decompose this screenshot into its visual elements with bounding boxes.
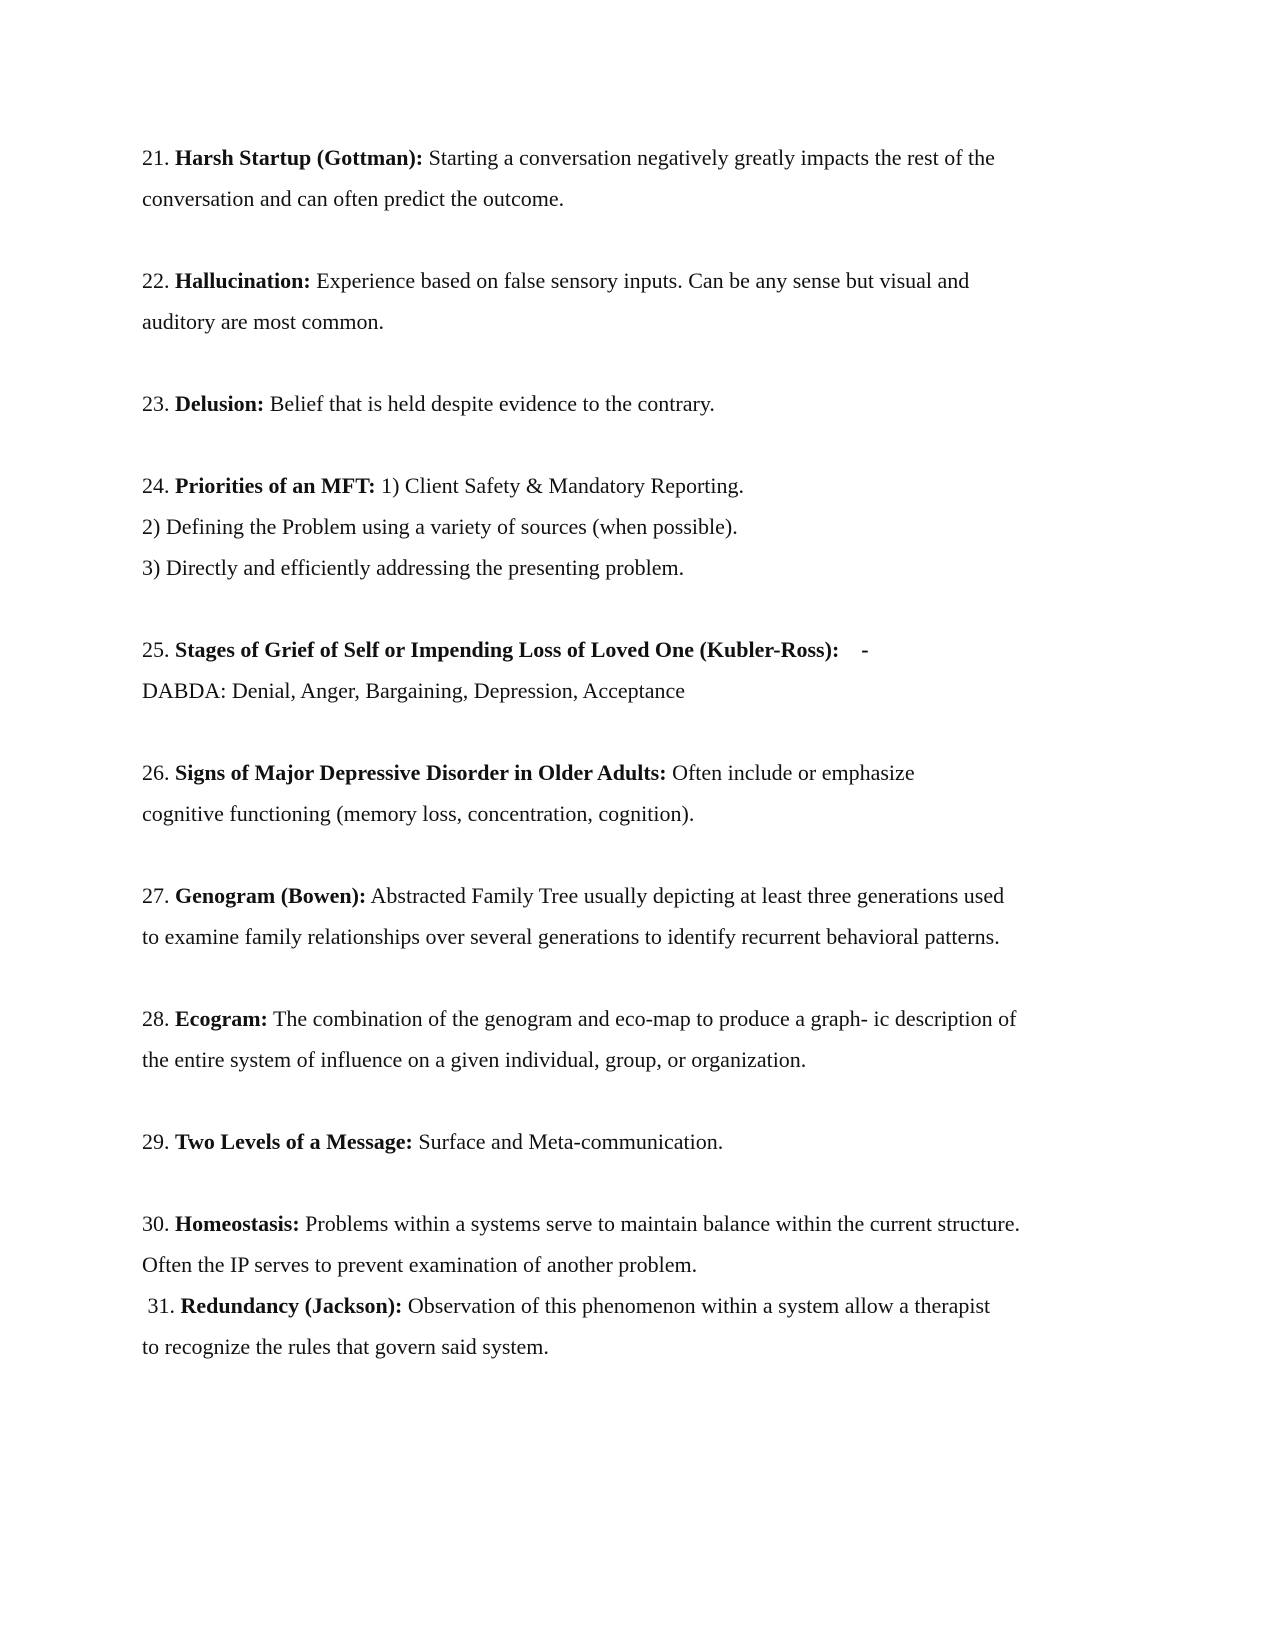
text-line <box>142 916 1142 957</box>
list-item <box>142 752 1142 834</box>
item-number: 27. <box>142 883 170 908</box>
item-number: 21. <box>142 145 170 170</box>
item-text: Starting a conversation negatively greatly impacts the rest of the <box>423 145 995 170</box>
list-item <box>142 260 1142 342</box>
item-text: to recognize the rules that govern said system. <box>142 1334 549 1359</box>
text-line <box>142 547 1142 588</box>
text-line <box>142 178 1142 219</box>
item-text: Often the IP serves to prevent examination of another problem. <box>142 1252 698 1277</box>
text-line <box>142 383 1142 424</box>
text-line <box>142 465 1142 506</box>
list-item <box>142 998 1142 1080</box>
item-text: Problems within a systems serve to maintain balance within the current structure. <box>299 1211 1020 1236</box>
text-line <box>142 137 1142 178</box>
item-term: Hallucination: <box>175 268 311 293</box>
item-text: Surface and Meta-communication. <box>412 1129 724 1154</box>
text-line <box>142 629 1142 670</box>
list-item <box>142 465 1142 588</box>
item-text: 3) Directly and efficiently addressing the presenting problem. <box>142 555 685 580</box>
text-line <box>142 1039 1142 1080</box>
item-term: Homeostasis: <box>175 1211 300 1236</box>
item-term: Two Levels of a Message: <box>175 1129 413 1154</box>
text-line <box>142 1285 1142 1326</box>
text-line <box>142 670 1142 711</box>
text-line <box>142 506 1142 547</box>
item-term: Stages of Grief of Self or Impending Loss of Loved One (Kubler-Ross): - <box>175 637 869 662</box>
text-line <box>142 1326 1142 1367</box>
item-number: 22. <box>142 268 170 293</box>
list-item <box>142 875 1142 957</box>
item-text: auditory are most common. <box>142 309 384 334</box>
text-line <box>142 1244 1142 1285</box>
document-page <box>142 137 1142 1408</box>
item-number: 26. <box>142 760 170 785</box>
item-text: Abstracted Family Tree usually depicting at least three generations used <box>366 883 1005 908</box>
item-text: to examine family relationships over several generations to identify recurrent behavioral patterns. <box>142 924 1000 949</box>
item-text: 2) Defining the Problem using a variety of sources (when possible). <box>142 514 738 539</box>
item-text: conversation and can often predict the outcome. <box>142 186 565 211</box>
item-number: 31. <box>142 1293 175 1318</box>
text-line <box>142 1203 1142 1244</box>
text-line <box>142 875 1142 916</box>
list-item <box>142 1203 1142 1285</box>
item-number: 25. <box>142 637 170 662</box>
item-text: The combination of the genogram and eco-map to produce a graph- ic description of <box>267 1006 1017 1031</box>
item-term: Signs of Major Depressive Disorder in Older Adults: <box>175 760 667 785</box>
item-text: DABDA: Denial, Anger, Bargaining, Depression, Acceptance <box>142 678 686 703</box>
item-term: Harsh Startup (Gottman): <box>175 145 424 170</box>
item-text: the entire system of influence on a given individual, group, or organization. <box>142 1047 807 1072</box>
item-number: 29. <box>142 1129 170 1154</box>
item-number: 30. <box>142 1211 170 1236</box>
item-text: Belief that is held despite evidence to the contrary. <box>264 391 715 416</box>
item-term: Genogram (Bowen): <box>175 883 367 908</box>
text-line <box>142 1121 1142 1162</box>
item-number: 24. <box>142 473 170 498</box>
text-line <box>142 998 1142 1039</box>
item-text: Often include or emphasize <box>666 760 915 785</box>
list-item <box>142 1285 1142 1367</box>
item-text: 1) Client Safety & Mandatory Reporting. <box>375 473 745 498</box>
text-line <box>142 260 1142 301</box>
item-term: Delusion: <box>175 391 265 416</box>
text-line <box>142 301 1142 342</box>
item-term: Priorities of an MFT: <box>175 473 376 498</box>
item-term: Redundancy (Jackson): <box>180 1293 403 1318</box>
item-text: Experience based on false sensory inputs. Can be any sense but visual and <box>310 268 970 293</box>
item-number: 23. <box>142 391 170 416</box>
item-text: Observation of this phenomenon within a system allow a therapist <box>402 1293 991 1318</box>
item-text: cognitive functioning (memory loss, concentration, cognition). <box>142 801 695 826</box>
list-item <box>142 629 1142 711</box>
list-item <box>142 383 1142 424</box>
list-item <box>142 1121 1142 1162</box>
item-number: 28. <box>142 1006 170 1031</box>
text-line <box>142 752 1142 793</box>
text-line <box>142 793 1142 834</box>
item-term: Ecogram: <box>175 1006 268 1031</box>
list-item <box>142 137 1142 219</box>
